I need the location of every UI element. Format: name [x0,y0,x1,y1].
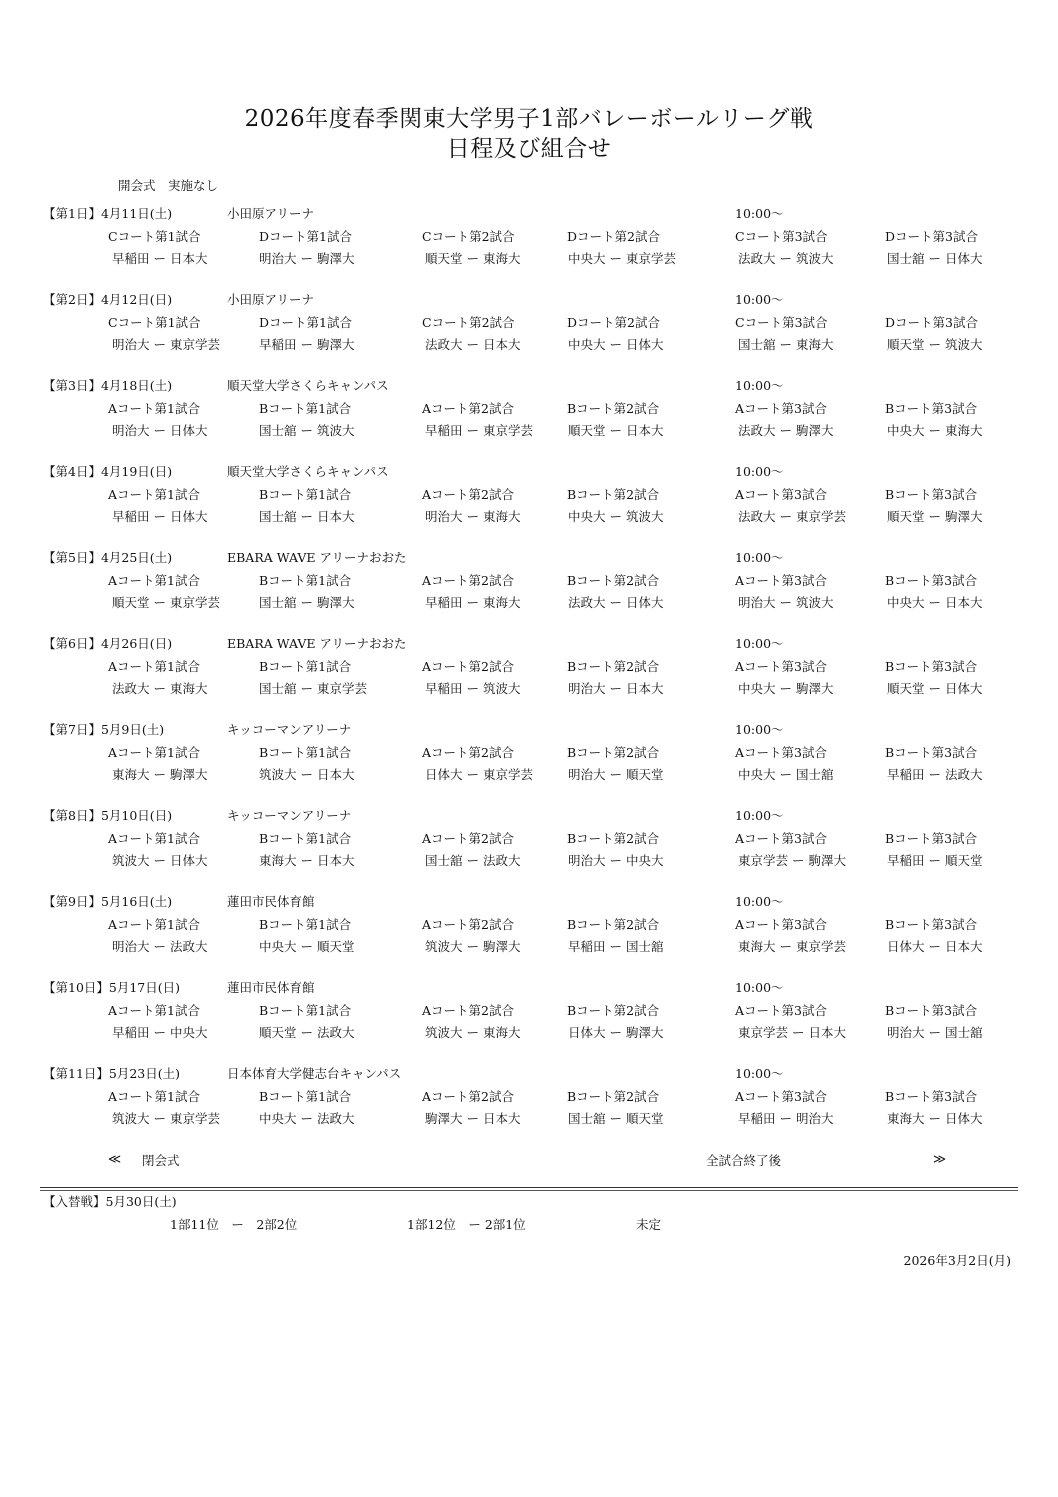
day-header [43,548,172,566]
playoff-match-1: 1部11位 ー 2部2位 [170,1217,298,1232]
court-label: Bコート第2試合 [567,401,660,416]
match-pairing: 日体大 ー 日本大 [887,939,983,954]
court-label: Bコート第1試合 [259,831,352,846]
playoff-venue: 未定 [636,1217,662,1232]
match-pairing: 明治大 ー 東京学芸 [112,337,220,352]
court-label: Bコート第2試合 [567,1089,660,1104]
match-pairing: 明治大 ー 日体大 [112,423,208,438]
day-label: 【第3日】 [43,378,101,393]
match-pairing: 駒澤大 ー 日本大 [425,1111,521,1126]
day-start-time: 10:00～ [735,292,784,307]
court-label: Bコート第3試合 [885,831,978,846]
match-pairing: 明治大 ー 日本大 [568,681,664,696]
court-label: Aコート第1試合 [108,1003,200,1018]
day-venue: 順天堂大学さくらキャンパス [227,464,389,479]
day-start-time: 10:00～ [735,1066,784,1081]
match-pairing: 中央大 ー 日本大 [887,595,983,610]
court-label: Aコート第2試合 [422,917,514,932]
match-pairing: 法政大 ー 日本大 [425,337,521,352]
match-pairing: 日体大 ー 駒澤大 [568,1025,664,1040]
match-pairing: 国士舘 ー 順天堂 [568,1111,664,1126]
court-label: Dコート第3試合 [885,229,978,244]
match-pairing: 法政大 ー 駒澤大 [738,423,834,438]
day-date: 5月9日(土) [100,722,165,737]
day-header [43,204,172,222]
match-pairing: 順天堂 ー 東京学芸 [112,595,220,610]
match-pairing: 東京学芸 ー 駒澤大 [738,853,846,868]
day-date: 4月19日(日) [100,464,173,479]
match-pairing: 東海大 ー 日体大 [887,1111,983,1126]
court-label: Aコート第3試合 [735,1089,827,1104]
court-label: Dコート第2試合 [567,315,660,330]
match-pairing: 筑波大 ー 東海大 [425,1025,521,1040]
court-label: Bコート第3試合 [885,659,978,674]
day-venue: 小田原アリーナ [227,206,315,221]
day-header [43,720,164,738]
day-block [0,806,1058,892]
court-label: Aコート第1試合 [108,487,200,502]
day-block [0,978,1058,1064]
day-header [43,892,172,910]
match-pairing: 順天堂 ー 駒澤大 [887,509,983,524]
court-label: Bコート第1試合 [259,745,352,760]
court-label: Aコート第2試合 [422,831,514,846]
match-pairing: 早稲田 ー 順天堂 [887,853,983,868]
day-date: 4月12日(日) [100,292,173,307]
match-pairing: 法政大 ー 筑波大 [738,251,834,266]
court-label: Aコート第3試合 [735,831,827,846]
page-subtitle: 日程及び組合せ [446,136,612,162]
day-venue: 蓮田市民体育館 [227,894,315,909]
court-label: Cコート第3試合 [735,315,828,330]
day-label: 【第5日】 [43,550,101,565]
court-label: Aコート第2試合 [422,573,514,588]
match-pairing: 順天堂 ー 日体大 [887,681,983,696]
court-label: Dコート第3試合 [885,315,978,330]
day-start-time: 10:00～ [735,206,784,221]
court-label: Aコート第3試合 [735,917,827,932]
match-pairing: 中央大 ー 法政大 [259,1111,355,1126]
court-label: Bコート第3試合 [885,1003,978,1018]
match-pairing: 早稲田 ー 日体大 [112,509,208,524]
day-start-time: 10:00～ [735,980,784,995]
court-label: Dコート第1試合 [259,229,352,244]
court-label: Bコート第1試合 [259,917,352,932]
court-label: Bコート第2試合 [567,1003,660,1018]
court-label: Bコート第2試合 [567,487,660,502]
day-header [43,978,180,996]
court-label: Aコート第2試合 [422,659,514,674]
court-label: Aコート第3試合 [735,659,827,674]
court-label: Bコート第3試合 [885,573,978,588]
match-pairing: 早稲田 ー 明治大 [738,1111,834,1126]
court-label: Aコート第1試合 [108,831,200,846]
match-pairing: 早稲田 ー 中央大 [112,1025,208,1040]
opening-ceremony-note: 開会式 実施なし [118,178,219,193]
playoff-date: 5月30日(土) [105,1194,177,1209]
match-pairing: 筑波大 ー 日体大 [112,853,208,868]
match-pairing: 明治大 ー 国士舘 [887,1025,983,1040]
court-label: Dコート第1試合 [259,315,352,330]
playoff-header [43,1192,177,1210]
day-block [0,548,1058,634]
court-label: Dコート第2試合 [567,229,660,244]
match-pairing: 東海大 ー 日本大 [259,853,355,868]
match-pairing: 筑波大 ー 駒澤大 [425,939,521,954]
day-venue: 小田原アリーナ [227,292,315,307]
day-label: 【第6日】 [43,636,101,651]
court-label: Aコート第3試合 [735,401,827,416]
match-pairing: 国士舘 ー 日体大 [887,251,983,266]
day-date: 4月25日(土) [100,550,173,565]
day-header [43,806,172,824]
day-venue: キッコーマンアリーナ [227,808,352,823]
court-label: Bコート第1試合 [259,659,352,674]
court-label: Aコート第2試合 [422,487,514,502]
match-pairing: 国士舘 ー 日本大 [259,509,355,524]
day-header [43,1064,180,1082]
match-pairing: 国士舘 ー 駒澤大 [259,595,355,610]
day-venue: 日本体育大学健志台キャンパス [227,1066,402,1081]
closing-ceremony-time: 全試合終了後 [706,1153,782,1168]
court-label: Bコート第3試合 [885,1089,978,1104]
day-venue: EBARA WAVE アリーナおおた [227,636,407,651]
day-venue: キッコーマンアリーナ [227,722,352,737]
court-label: Bコート第3試合 [885,487,978,502]
day-venue: 蓮田市民体育館 [227,980,315,995]
day-start-time: 10:00～ [735,464,784,479]
court-label: Aコート第1試合 [108,659,200,674]
match-pairing: 中央大 ー 順天堂 [259,939,355,954]
day-label: 【第1日】 [43,206,101,221]
court-label: Bコート第1試合 [259,1003,352,1018]
day-block [0,720,1058,806]
match-pairing: 日体大 ー 東京学芸 [425,767,533,782]
day-header [43,376,172,394]
match-pairing: 法政大 ー 東京学芸 [738,509,846,524]
day-header [43,290,172,308]
divider-line [40,1187,1018,1188]
closing-open-mark: ≪ [108,1151,122,1166]
day-label: 【第11日】 [43,1066,109,1081]
court-label: Bコート第2試合 [567,917,660,932]
match-pairing: 中央大 ー 筑波大 [568,509,664,524]
day-date: 4月26日(日) [100,636,173,651]
closing-ceremony-label: 閉会式 [142,1153,180,1168]
match-pairing: 早稲田 ー 日本大 [112,251,208,266]
match-pairing: 国士舘 ー 筑波大 [259,423,355,438]
day-label: 【第8日】 [43,808,101,823]
match-pairing: 中央大 ー 駒澤大 [738,681,834,696]
court-label: Bコート第2試合 [567,831,660,846]
match-pairing: 東京学芸 ー 日本大 [738,1025,846,1040]
court-label: Aコート第1試合 [108,917,200,932]
day-block [0,1064,1058,1150]
day-label: 【第7日】 [43,722,101,737]
court-label: Aコート第2試合 [422,401,514,416]
match-pairing: 国士舘 ー 東京学芸 [259,681,367,696]
divider-line [40,1190,1018,1191]
day-venue: EBARA WAVE アリーナおおた [227,550,407,565]
day-start-time: 10:00～ [735,808,784,823]
day-date: 4月11日(土) [100,206,173,221]
day-date: 5月10日(日) [100,808,173,823]
court-label: Cコート第2試合 [422,315,515,330]
match-pairing: 明治大 ー 東海大 [425,509,521,524]
day-venue: 順天堂大学さくらキャンパス [227,378,389,393]
court-label: Aコート第2試合 [422,1089,514,1104]
court-label: Aコート第3試合 [735,487,827,502]
court-label: Aコート第2試合 [422,745,514,760]
court-label: Aコート第3試合 [735,1003,827,1018]
match-pairing: 中央大 ー 東京学芸 [568,251,676,266]
match-pairing: 明治大 ー 中央大 [568,853,664,868]
day-block [0,892,1058,978]
court-label: Bコート第1試合 [259,487,352,502]
match-pairing: 中央大 ー 東海大 [887,423,983,438]
day-date: 5月16日(土) [100,894,173,909]
court-label: Cコート第1試合 [108,229,201,244]
day-header [43,462,172,480]
match-pairing: 明治大 ー 駒澤大 [259,251,355,266]
match-pairing: 法政大 ー 東海大 [112,681,208,696]
day-block [0,462,1058,548]
match-pairing: 東海大 ー 東京学芸 [738,939,846,954]
match-pairing: 早稲田 ー 東京学芸 [425,423,533,438]
court-label: Cコート第2試合 [422,229,515,244]
playoff-label: 【入替戦】 [43,1194,106,1209]
day-label: 【第4日】 [43,464,101,479]
match-pairing: 筑波大 ー 日本大 [259,767,355,782]
day-date: 5月17日(日) [108,980,181,995]
court-label: Bコート第1試合 [259,573,352,588]
day-date: 4月18日(土) [100,378,173,393]
match-pairing: 明治大 ー 順天堂 [568,767,664,782]
day-start-time: 10:00～ [735,722,784,737]
day-header [43,634,172,652]
match-pairing: 早稲田 ー 東海大 [425,595,521,610]
court-label: Bコート第2試合 [567,573,660,588]
court-label: Cコート第1試合 [108,315,201,330]
match-pairing: 中央大 ー 国士舘 [738,767,834,782]
match-pairing: 順天堂 ー 筑波大 [887,337,983,352]
match-pairing: 法政大 ー 日体大 [568,595,664,610]
day-start-time: 10:00～ [735,550,784,565]
day-block [0,376,1058,462]
match-pairing: 早稲田 ー 国士舘 [568,939,664,954]
court-label: Aコート第1試合 [108,573,200,588]
day-start-time: 10:00～ [735,636,784,651]
closing-ceremony-row [0,1151,1058,1171]
court-label: Bコート第3試合 [885,745,978,760]
day-label: 【第9日】 [43,894,101,909]
match-pairing: 明治大 ー 法政大 [112,939,208,954]
match-pairing: 明治大 ー 筑波大 [738,595,834,610]
court-label: Aコート第1試合 [108,1089,200,1104]
day-block [0,634,1058,720]
closing-close-mark: ≫ [933,1151,947,1166]
match-pairing: 国士舘 ー 東海大 [738,337,834,352]
court-label: Bコート第3試合 [885,401,978,416]
match-pairing: 中央大 ー 日体大 [568,337,664,352]
match-pairing: 国士舘 ー 法政大 [425,853,521,868]
match-pairing: 早稲田 ー 筑波大 [425,681,521,696]
day-label: 【第10日】 [43,980,109,995]
court-label: Bコート第2試合 [567,659,660,674]
day-start-time: 10:00～ [735,378,784,393]
playoff-match-2: 1部12位 ー 2部1位 [407,1217,526,1232]
court-label: Bコート第2試合 [567,745,660,760]
court-label: Bコート第3試合 [885,917,978,932]
match-pairing: 順天堂 ー 東海大 [425,251,521,266]
court-label: Bコート第1試合 [259,1089,352,1104]
day-start-time: 10:00～ [735,894,784,909]
day-block [0,204,1058,290]
match-pairing: 順天堂 ー 法政大 [259,1025,355,1040]
court-label: Aコート第3試合 [735,573,827,588]
court-label: Aコート第1試合 [108,745,200,760]
day-block [0,290,1058,376]
match-pairing: 早稲田 ー 法政大 [887,767,983,782]
match-pairing: 筑波大 ー 東京学芸 [112,1111,220,1126]
day-label: 【第2日】 [43,292,101,307]
court-label: Aコート第2試合 [422,1003,514,1018]
document-date: 2026年3月2日(月) [903,1253,1011,1268]
court-label: Aコート第1試合 [108,401,200,416]
page-title: 2026年度春季関東大学男子1部バレーボールリーグ戦 [244,106,814,132]
court-label: Bコート第1試合 [259,401,352,416]
match-pairing: 東海大 ー 駒澤大 [112,767,208,782]
court-label: Aコート第3試合 [735,745,827,760]
court-label: Cコート第3試合 [735,229,828,244]
match-pairing: 順天堂 ー 日本大 [568,423,664,438]
day-date: 5月23日(土) [108,1066,181,1081]
match-pairing: 早稲田 ー 駒澤大 [259,337,355,352]
